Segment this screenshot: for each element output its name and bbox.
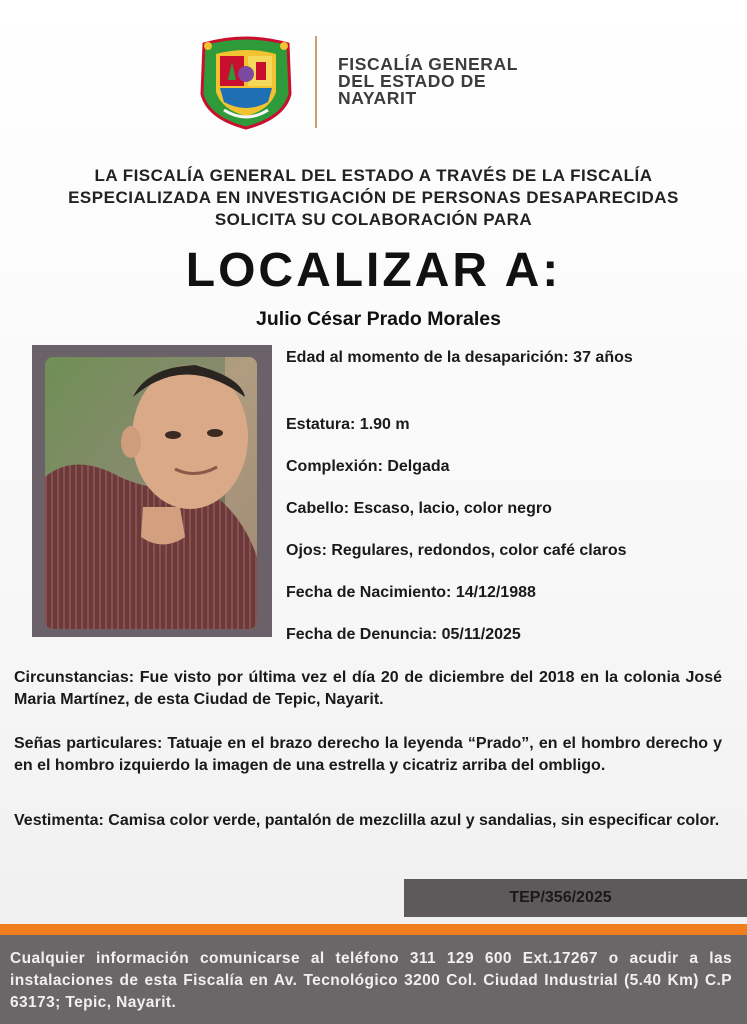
field-age: Edad al momento de la desaparición: 37 años (286, 349, 633, 366)
circumstances-paragraph: Circunstancias: Fue visto por última vez el día 20 de diciembre del 2018 en la colonia José Maria Martínez, de esta Ciudad de Tepic, Nayarit. (14, 669, 722, 708)
field-build: Complexión: Delgada (286, 458, 450, 475)
field-eyes: Ojos: Regulares, redondos, color café claros (286, 542, 627, 559)
field-birth-date: Fecha de Nacimiento: 14/12/1988 (286, 584, 536, 601)
missing-person-photo (45, 357, 257, 629)
person-name: Julio César Prado Morales (256, 308, 501, 330)
clothing-paragraph: Vestimenta: Camisa color verde, pantalón de mezclilla azul y sandalias, sin especificar color. (14, 812, 720, 829)
org-name-line-1: FISCALÍA GENERAL (338, 54, 519, 74)
intro-line-2: ESPECIALIZADA EN INVESTIGACIÓN DE PERSONAS DESAPARECIDAS (68, 188, 679, 207)
headline: LOCALIZAR A: (185, 244, 562, 297)
distinctive-marks-paragraph: Señas particulares: Tatuaje en el brazo derecho la leyenda “Prado”, en el hombro derecho y en el hombro izquierdo la imagen de una estrella y cicatriz arriba del ombligo. (14, 735, 722, 774)
header-divider (315, 36, 317, 128)
contact-information: Cualquier información comunicarse al teléfono 311 129 600 Ext.17267 o acudir a las instalaciones de esta Fiscalía en Av. Tecnológico 3200 Col. Ciudad Industrial (5.40 Km) C.P 63173; Tepic, Nayarit. (10, 950, 732, 1011)
organization-name (338, 56, 518, 107)
intro-line-1: LA FISCALÍA GENERAL DEL ESTADO A TRAVÉS DE LA FISCALÍA (94, 166, 653, 185)
org-name-line-3: NAYARIT (338, 88, 417, 108)
intro-line-3: SOLICITA SU COLABORACIÓN PARA (214, 210, 533, 229)
nayarit-coat-of-arms-icon (194, 34, 298, 130)
case-number: TEP/356/2025 (509, 889, 612, 906)
footer-accent-bar (0, 924, 747, 935)
field-hair: Cabello: Escaso, lacio, color negro (286, 500, 552, 517)
intro-text (20, 165, 727, 231)
field-height: Estatura: 1.90 m (286, 416, 410, 433)
field-report-date: Fecha de Denuncia: 05/11/2025 (286, 626, 521, 643)
org-name-line-2: DEL ESTADO DE (338, 71, 487, 91)
